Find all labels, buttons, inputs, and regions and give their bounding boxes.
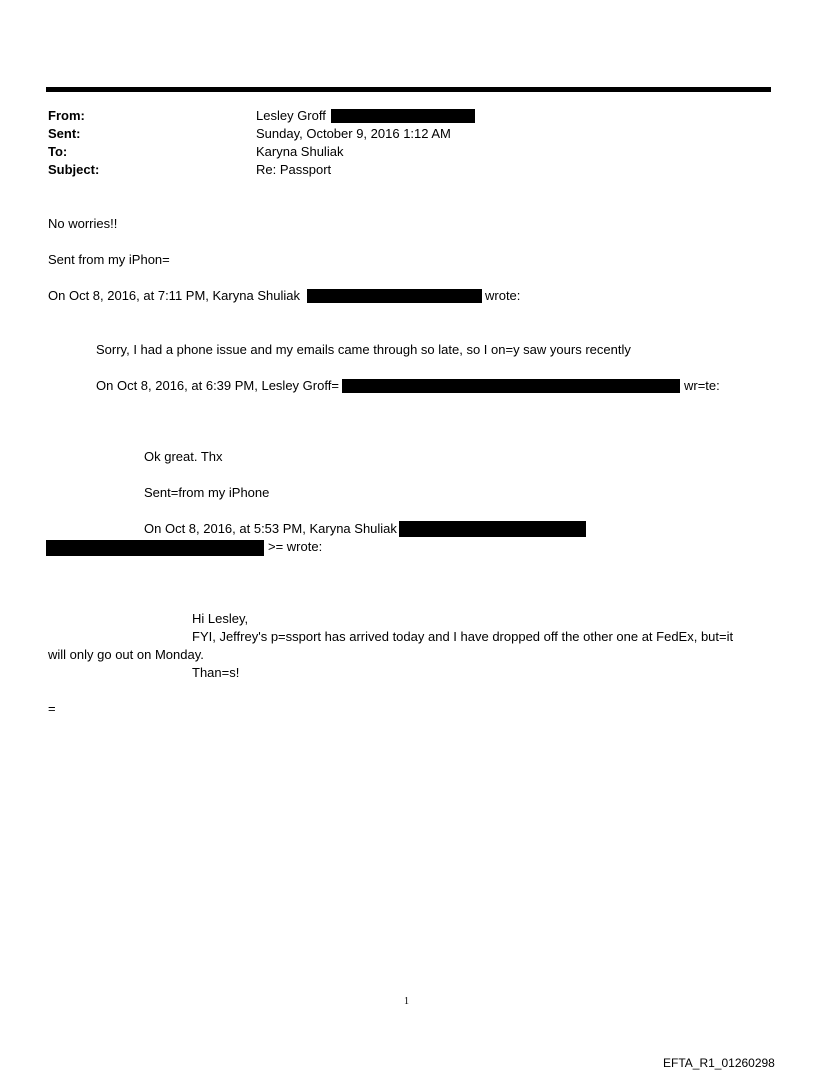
from-label: From: (48, 108, 85, 123)
redaction-from-email (331, 109, 475, 123)
redaction-quote2-email (342, 379, 680, 393)
sent-label: Sent: (48, 126, 81, 141)
redaction-quote1-email (307, 289, 482, 303)
header-rule (46, 87, 771, 92)
page-number: 1 (404, 996, 409, 1007)
quote3-header-wrote: >= wrote: (268, 539, 323, 554)
quote3-line2: will only go out on Monday. (48, 647, 204, 662)
subject-label: Subject: (48, 162, 100, 177)
quote3-line1: FYI, Jeffrey's p=ssport has arrived today and I have dropped off the other one at FedEx, but=it (192, 629, 734, 644)
quote1-header: On Oct 8, 2016, at 7:11 PM, Karyna Shuliak (48, 288, 300, 303)
to-label: To: (48, 144, 68, 159)
quote2-header: On Oct 8, 2016, at 6:39 PM, Lesley Groff= (96, 378, 339, 393)
from-value: Lesley Groff (256, 108, 326, 123)
redaction-quote3-email-b (46, 540, 264, 556)
quote2-text-ok: Ok great. Thx (144, 449, 223, 464)
to-value: Karyna Shuliak (256, 144, 344, 159)
quote2-header-wrote: wr=te: (684, 378, 720, 393)
redaction-quote3-email-a (399, 521, 586, 537)
quote3-thanks: Than=s! (192, 665, 240, 680)
document-id: EFTA_R1_01260298 (663, 1056, 775, 1070)
subject-value: Re: Passport (256, 162, 332, 177)
quote1-header-wrote: wrote: (485, 288, 521, 303)
sent-value: Sunday, October 9, 2016 1:12 AM (256, 126, 451, 141)
quote3-header: On Oct 8, 2016, at 5:53 PM, Karyna Shuliak (144, 521, 397, 536)
quote3-greeting: Hi Lesley, (192, 611, 249, 626)
quote1-text: Sorry, I had a phone issue and my emails came through so late, so I on=y saw yours recently (96, 342, 631, 357)
body-line-no-worries: No worries!! (48, 216, 118, 231)
body-trailer: = (48, 701, 56, 716)
quote2-text-sent: Sent=from my iPhone (144, 485, 270, 500)
body-line-sent-from: Sent from my iPhon= (48, 252, 170, 267)
